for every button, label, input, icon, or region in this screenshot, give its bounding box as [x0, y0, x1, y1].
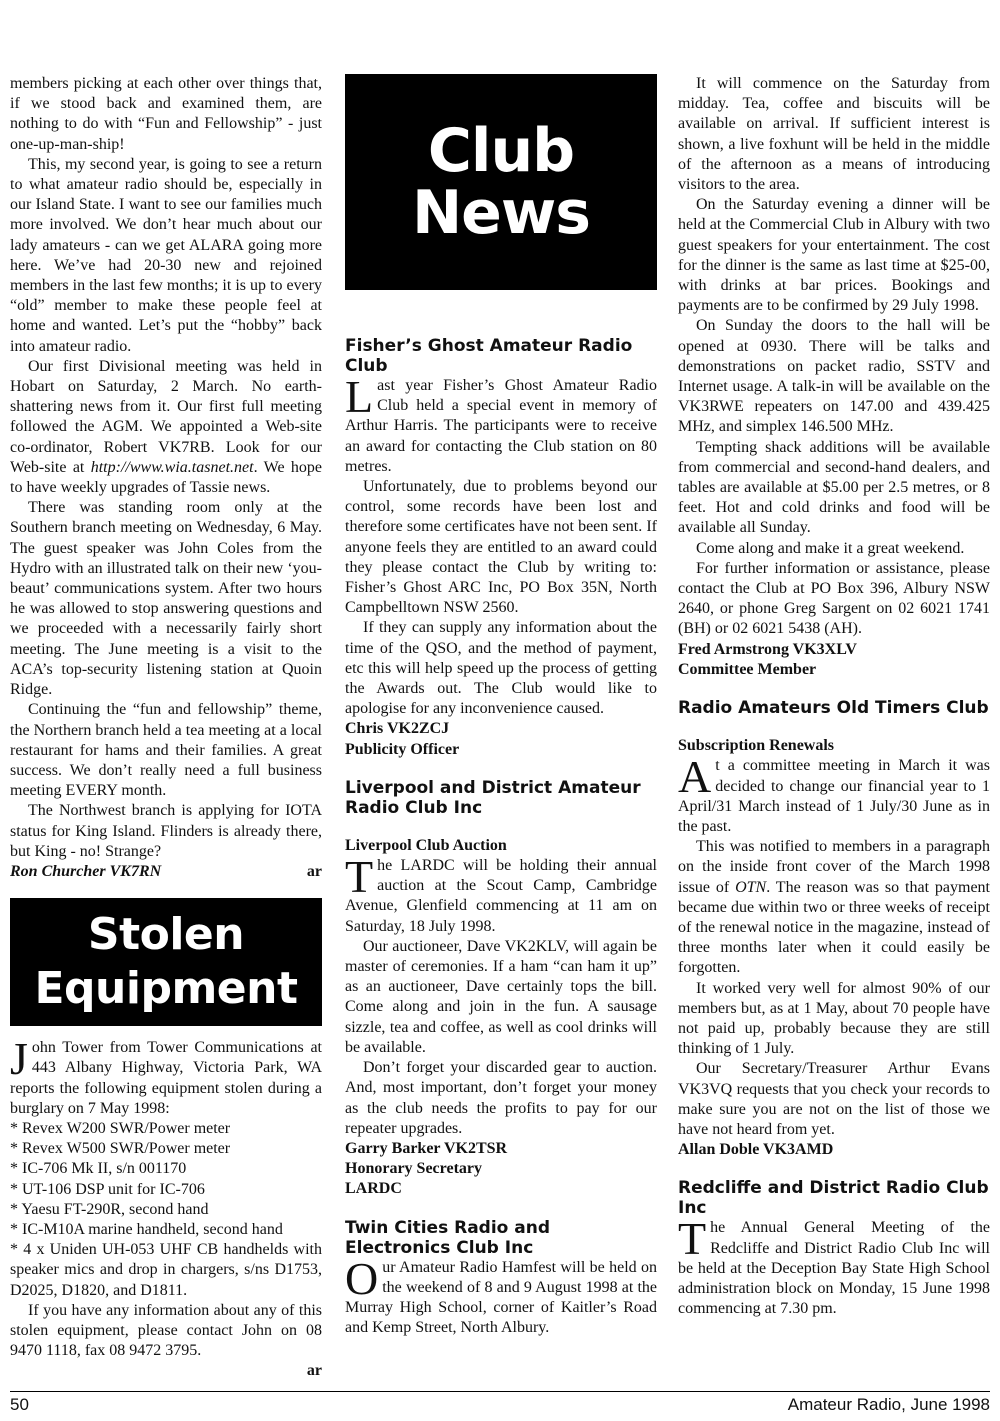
paragraph: Unfortunately, due to problems beyond our control, some records have been lost and therefore some certificates have not been sent. If anyone feels they are entitled to an award could they please contact the Club by writing to: Fisher’s Ghost ARC Inc, PO Box 35N, North Campbelltown NSW 2560.: [345, 478, 657, 617]
text-run: ast year Fisher’s Ghost Amateur Radio Club held a special event in memory of Arthur Harris. The participants were to receive an award for contacting the Club station on 80 metres.: [345, 377, 657, 475]
paragraph: [345, 851, 657, 937]
paragraph: Continuing the “fun and fellowship” theme, the Northern branch held a tea meeting at a local restaurant for hams and their families. A great success. We don’t really need a full business meeting EVERY month.: [10, 701, 322, 800]
drop-cap: T: [678, 1213, 707, 1265]
paragraph: The Northwest branch is applying for IOTA status for King Island. Flinders is already there, but King - no! Strange?: [10, 802, 322, 860]
list-item: * Revex W500 SWR/Power meter: [10, 1140, 231, 1158]
signature-row: [10, 862, 322, 882]
text-run: ohn Tower from Tower Communications at 443 Albany Highway, Victoria Park, WA reports the following equipment stolen during a burglary on 7 May 1998:: [10, 1039, 322, 1117]
paragraph: Don’t forget your discarded gear to auction. And, most important, don’t forget your money as the club needs the profits to pay for our repeater upgrades.: [345, 1059, 657, 1137]
author-signature: Allan Doble VK3AMD: [678, 1141, 834, 1159]
paragraph: [678, 1213, 990, 1319]
paragraph: [10, 357, 322, 498]
text-run: he LARDC will be holding their annual auction at the Scout Camp, Cambridge Avenue, Glenfield commencing at 11 am on Saturday, 18 July 1998.: [345, 857, 657, 935]
stolen-equipment-banner: [10, 898, 322, 1026]
page-footer: [10, 1391, 990, 1415]
text-run: t a committee meeting in March it was decided to change our financial year to 1 April/31 March instead of 1 July/30 June as in the past.: [678, 757, 990, 835]
stolen-items-list: [10, 1119, 322, 1301]
paragraph: It worked very well for almost 90% of our members but, as at 1 May, about 70 people have not paid up, probably because they are still thinking of 1 July.: [678, 979, 990, 1058]
paragraph: Tempting shack additions will be available from commercial and second-hand dealers, and tables are available at $5.00 per 2.5 metres, or 8 feet. Hot and cold drinks and food will be available all Sunday.: [678, 438, 990, 537]
section-heading: Radio Amateurs Old Timers Club: [678, 698, 989, 719]
paragraph: members picking at each other over things that, if we stood back and examined them, are nothing to do with “Fun and Fellowship” - just one-up-man-ship!: [10, 75, 322, 153]
paragraph: There was standing room only at the Southern branch meeting on Wednesday, 6 May. The guest speaker was John Coles from the Hydro with an illustrated talk on their new ‘you-beaut’ communications system. After two hours he was allowed to stop answering questions and we proceeded with a necessarily fairly short meeting. The June meeting is a visit to the ACA’s top-security listening station at Quoin Ridge.: [10, 499, 322, 699]
drop-cap: T: [345, 851, 374, 903]
list-item: * Revex W200 SWR/Power meter: [10, 1119, 231, 1137]
page-number: 50: [10, 1395, 29, 1414]
author-title: Publicity Officer: [345, 740, 460, 758]
text-run: ur Amateur Radio Hamfest will be held on the weekend of 8 and 9 August 1998 at the Murray High School, corner of Kaitler’s Road and Kemp Street, North Albury.: [345, 1258, 657, 1337]
publication-info: Amateur Radio, June 1998: [787, 1395, 990, 1414]
section-heading: Fisher’s Ghost Amateur Radio Club: [345, 336, 633, 376]
section-heading: Redcliffe and District Radio Club Inc: [678, 1178, 989, 1219]
paragraph: On the Saturday evening a dinner will be held at the Commercial Club in Albury with two guest speakers for your entertainment. The cost for the dinner is the same as last time at $25-00, with drinks at bar prices. Bookings and payments are to be confirmed by 29 July 1998.: [678, 196, 990, 315]
list-item: * 4 x Uniden UH-053 UHF CB handhelds with speaker mics and drop in chargers, s/ns D1753, D2025, D1820, and D1811.: [10, 1241, 322, 1299]
paragraph: [678, 751, 990, 837]
author-signature: Fred Armstrong VK3XLV: [678, 640, 857, 658]
paragraph: [678, 837, 990, 978]
list-item: * IC-M10A marine handheld, second hand: [10, 1220, 283, 1238]
text-run: Our first Divisional meeting was held in Hobart on Saturday, 2 March. No earth-shattering news from it. Our first full meeting followed the AGM. We appointed a Web-site co-ordinator, Robert VK7RB. Look for our Web-site at: [10, 357, 322, 476]
section-heading: Twin Cities Radio and Electronics Club Inc: [345, 1217, 551, 1258]
drop-cap: O: [345, 1252, 379, 1304]
section-heading: Liverpool and District Amateur Radio Club Inc: [345, 777, 641, 818]
author-signature: Chris VK2ZCJ: [345, 720, 450, 738]
website-link[interactable]: http://www.wia.tasnet.net: [90, 458, 254, 476]
sub-heading: Liverpool Club Auction: [345, 836, 507, 854]
paragraph: [345, 1252, 657, 1339]
text-run: he Annual General Meeting of the Redcliffe and District Radio Club Inc will be held at the Deception Bay State High School administration block on Monday, 15 June 1998 commencing at 7.30 pm.: [678, 1219, 990, 1318]
paragraph: Our auctioneer, Dave VK2KLV, will again be master of ceremonies. If a ham “can ham it up” as an auctioneer, Dave certainly tops the bill. Come along and join in the fun. A sausage sizzle, tea and coffee, as well as cool drinks will be available.: [345, 937, 657, 1056]
end-row: [10, 1361, 322, 1381]
author-title: Honorary Secretary: [345, 1160, 482, 1178]
club-news-banner: [345, 74, 657, 290]
banner-line: Stolen: [87, 909, 245, 961]
paragraph: If you have any information about any of this stolen equipment, please contact John on 08 9470 1118, fax 08 9472 3795.: [10, 1301, 322, 1360]
text-run: . The reason was so that payment became due within two or three weeks of receipt of the renewal notice in the magazine, instead of three months later when it could easily be forgotten.: [678, 878, 990, 977]
list-item: * IC-706 Mk II, s/n 001170: [10, 1160, 187, 1178]
author-signature: Ron Churcher VK7RN: [10, 862, 162, 880]
author-title: Committee Member: [678, 660, 817, 678]
end-mark: ar: [306, 1362, 322, 1380]
drop-cap: L: [345, 371, 374, 422]
paragraph: Our Secretary/Treasurer Arthur Evans VK3VQ requests that you check your records to make sure you are not on the list of those we have not heard from yet.: [678, 1060, 990, 1138]
text-run: This was notified to members in a paragraph on the inside front cover of the March 1998 issue of: [678, 838, 990, 896]
column-middle: [345, 74, 657, 1338]
author-organisation: LARDC: [345, 1180, 402, 1198]
drop-cap: J: [10, 1033, 28, 1085]
banner-line: Club: [427, 116, 575, 186]
banner-line: Equipment: [34, 963, 298, 1015]
paragraph: Come along and make it a great weekend.: [696, 539, 965, 557]
banner-line: News: [411, 178, 591, 248]
author-signature: Garry Barker VK2TSR: [345, 1139, 508, 1157]
list-item: * UT-106 DSP unit for IC-706: [10, 1180, 205, 1198]
paragraph: [10, 1033, 322, 1119]
list-item: * Yaesu FT-290R, second hand: [10, 1200, 209, 1218]
paragraph: [345, 371, 657, 477]
text-run: . We hope to have weekly upgrades of Tassie news.: [10, 458, 323, 497]
paragraph: On Sunday the doors to the hall will be opened at 0930. There will be talks and demonstrations on packet radio, SSTV and Internet usage. A talk-in will be available on the VK3RWE repeaters on 147.00 and 439.425 MHz, and simplex 146.500 MHz.: [678, 317, 990, 436]
paragraph: It will commence on the Saturday from midday. Tea, coffee and biscuits will be available on arrival. If sufficient interest is shown, a live foxhunt will be held in the middle of the afternoon as a means of introducing visitors to the area.: [678, 75, 990, 194]
end-mark: ar: [306, 862, 322, 880]
drop-cap: A: [678, 751, 712, 803]
paragraph: If they can supply any information about the time of the QSO, and the method of payment, etc this will help speed up the process of getting the Awards out. The Club would like to apologise for any inconvenience caused.: [345, 619, 657, 718]
publication-name: OTN: [735, 878, 767, 896]
paragraph: This, my second year, is going to see a return to what amateur radio should be, especially in our Island State. I want to see our families much more involved. We don’t hear much about our lady amateurs - can we get ALARA going more here. We’ve had 20-30 new and rejoined members in the last few months; it is up to every “old” member to make these people feel at home and wanted. Let’s put the “hobby” back into amateur radio.: [10, 155, 322, 355]
column-right: [678, 74, 990, 1319]
paragraph: For further information or assistance, please contact the Club at PO Box 396, Albury NSW 2640, or phone Greg Sargent on 02 6021 1741 (BH) or 02 6021 5438 (AH).: [678, 559, 990, 638]
sub-heading: Subscription Renewals: [678, 737, 835, 755]
column-left: [10, 74, 322, 1382]
